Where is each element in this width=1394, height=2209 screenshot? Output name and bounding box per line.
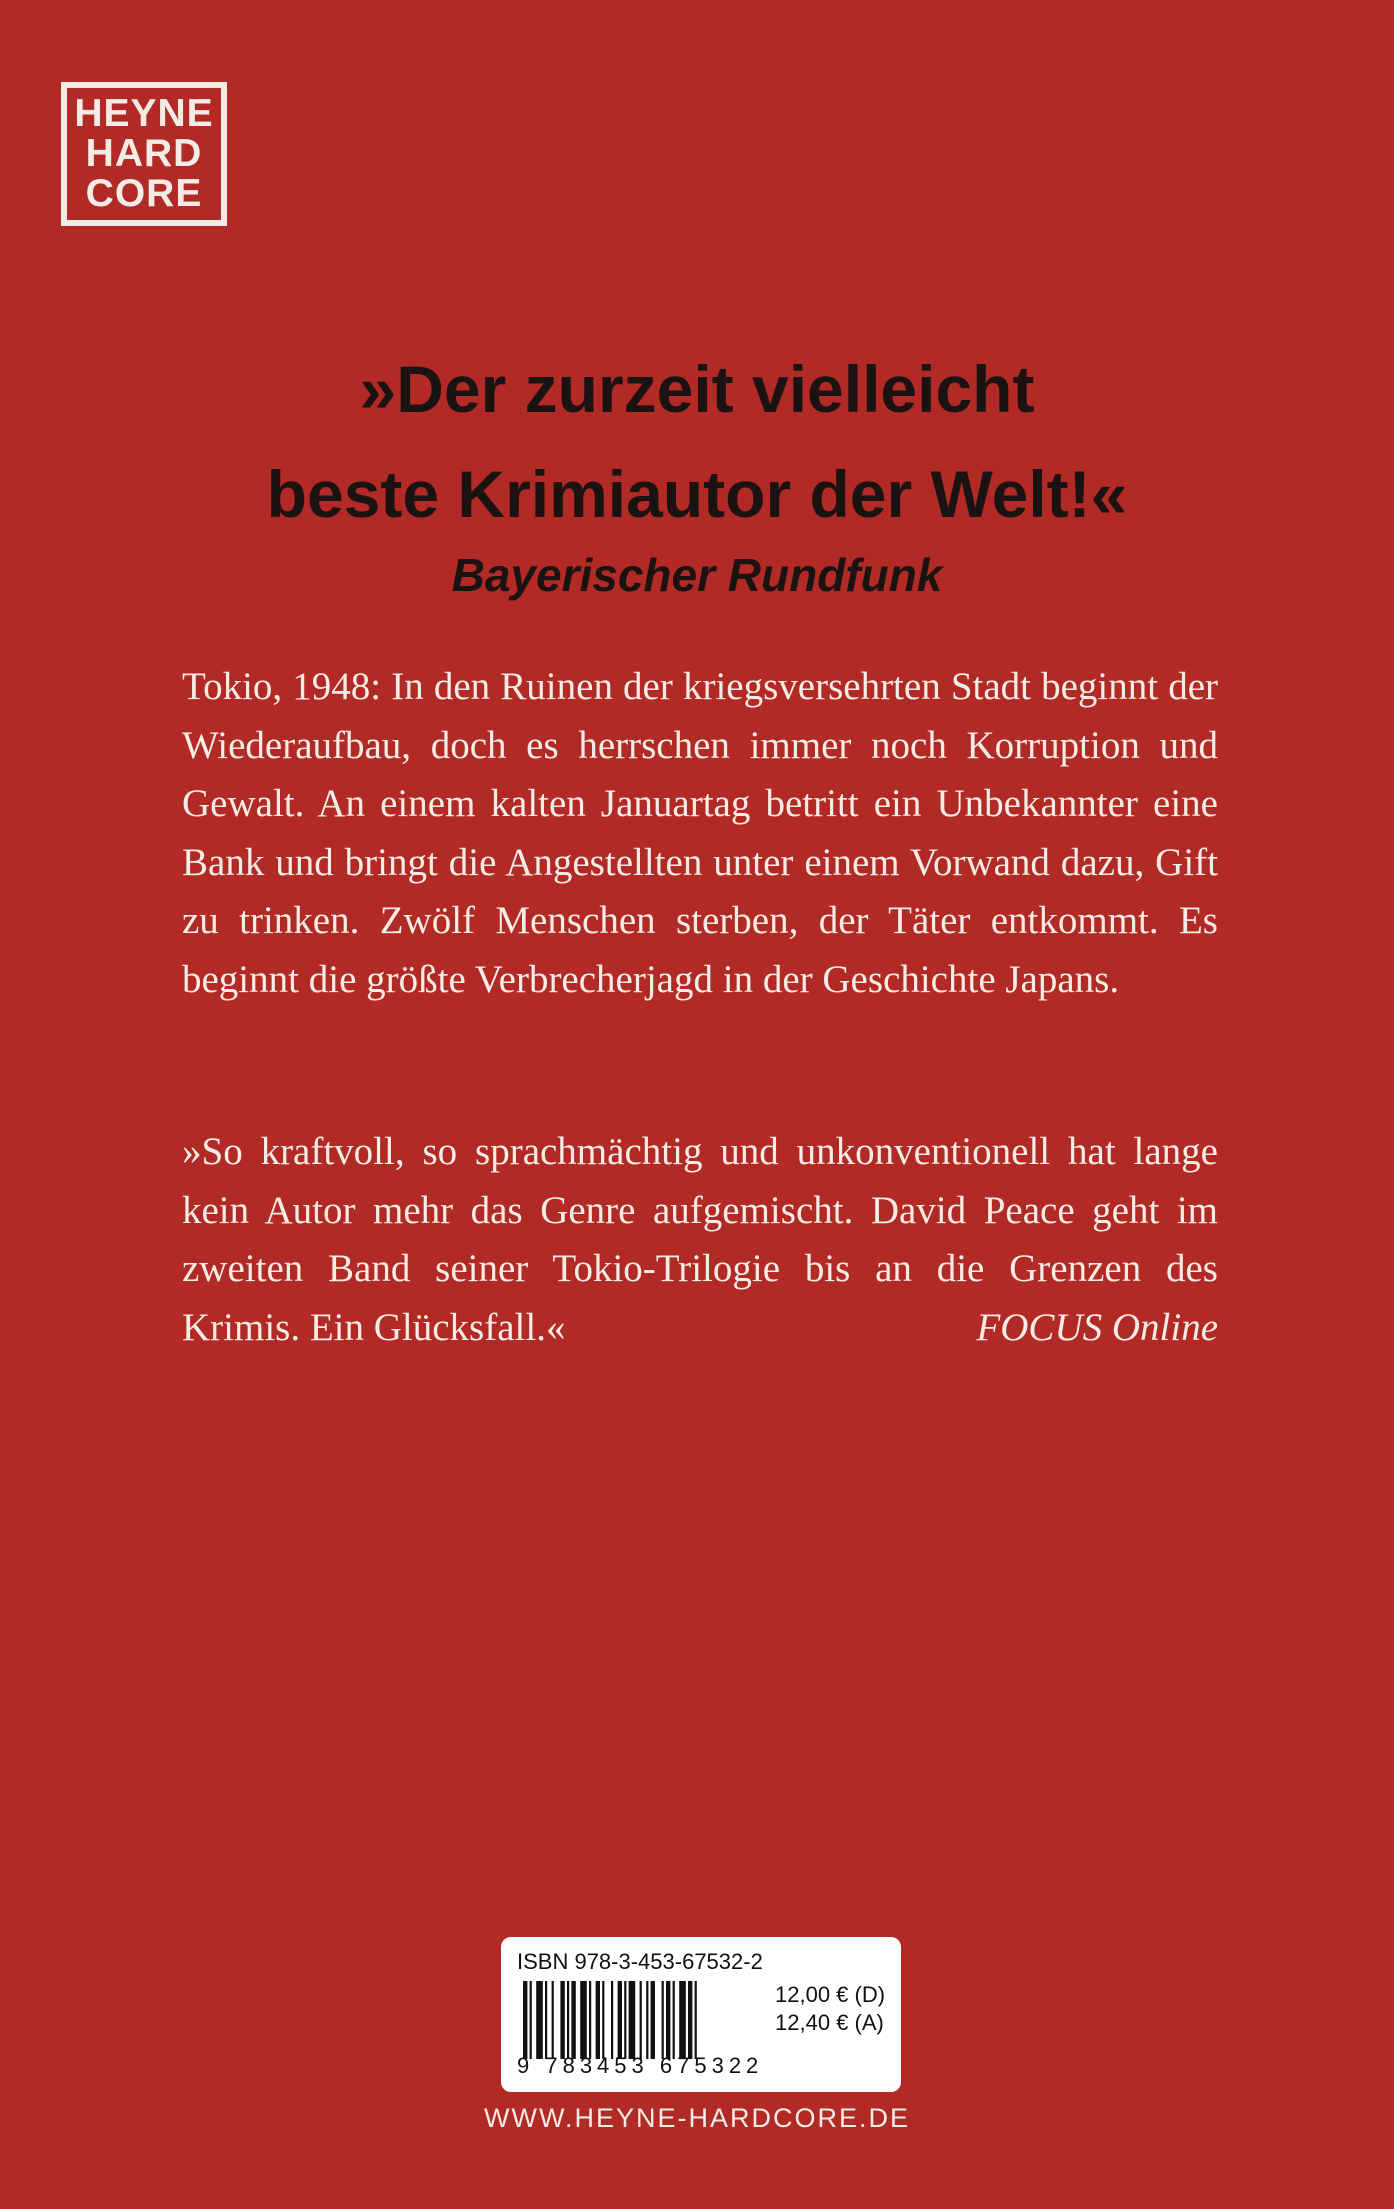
barcode-bar — [589, 1981, 591, 2059]
barcode-bar — [523, 1981, 527, 2059]
barcode-bar — [695, 1981, 697, 2059]
review-quote — [182, 1123, 1218, 1357]
barcode-bar — [646, 1981, 648, 2059]
barcode-bar — [580, 1981, 587, 2059]
barcode-bars — [523, 1981, 773, 2059]
price-block — [775, 1981, 885, 2037]
barcode-bar — [545, 1981, 547, 2059]
barcode-bar — [611, 1981, 613, 2059]
synopsis-text: Tokio, 1948: In den Ruinen der kriegsversehrten Stadt beginnt der Wiederaufbau, doch es herrschen immer noch Korruption und Gewalt. An einem kalten Januartag betritt ein Unbekannter eine Bank und bringt die Angestellten unter einem Vorwand dazu, Gift zu trinken. Zwölf Menschen sterben, der Täter entkommt. Es beginnt die größte Verbrecherjagd in der Geschichte Japans. — [182, 665, 1218, 1001]
barcode-bar — [640, 1981, 642, 2059]
isbn-label: ISBN 978-3-453-67532-2 — [517, 1949, 763, 1974]
barcode-bar — [530, 1981, 532, 2059]
barcode-bar — [624, 1981, 626, 2059]
barcode-bar — [662, 1981, 664, 2059]
barcode-bar — [536, 1981, 543, 2059]
headline-quote — [0, 337, 1394, 605]
barcode-bar — [602, 1981, 604, 2059]
barcode-bar — [552, 1981, 554, 2059]
barcode-label — [501, 1937, 901, 2092]
headline-source: Bayerischer Rundfunk — [451, 549, 943, 601]
barcode-bar — [666, 1981, 670, 2059]
headline-line-2: beste Krimiautor der Welt!« — [266, 457, 1128, 531]
review-text: »So kraftvoll, so sprachmächtig und unkonventionell hat lange kein Autor mehr das Genre aufgemischt. David Peace geht im zweiten Band seiner Tokio-Trilogie bis an die Grenzen des Krimis. Ein Glücksfall.« — [182, 1130, 1218, 1349]
barcode-bar — [629, 1981, 636, 2059]
website-url: WWW.HEYNE-HARDCORE.DE — [484, 2103, 910, 2133]
barcode-bar — [651, 1981, 655, 2059]
headline-line-1: »Der zurzeit vielleicht — [359, 352, 1035, 426]
heyne-hardcore-logo — [61, 82, 227, 226]
barcode-bar — [688, 1981, 692, 2059]
barcode-bar — [567, 1981, 569, 2059]
logo-line-core: CORE — [85, 172, 203, 215]
barcode-bar — [618, 1981, 622, 2059]
price-austria: 12,40 € (A) — [775, 2010, 884, 2035]
barcode-bar — [571, 1981, 575, 2059]
logo-line-heyne: HEYNE — [74, 92, 214, 135]
price-germany: 12,00 € (D) — [775, 1982, 886, 2007]
review-source: FOCUS Online — [976, 1305, 1218, 1349]
barcode-bar — [679, 1981, 686, 2059]
logo-line-hard: HARD — [85, 132, 203, 175]
barcode-bar — [596, 1981, 600, 2059]
barcode-bar — [673, 1981, 675, 2059]
barcode-digits: 9 783453 675322 — [517, 2053, 764, 2078]
barcode-bar — [560, 1981, 564, 2059]
